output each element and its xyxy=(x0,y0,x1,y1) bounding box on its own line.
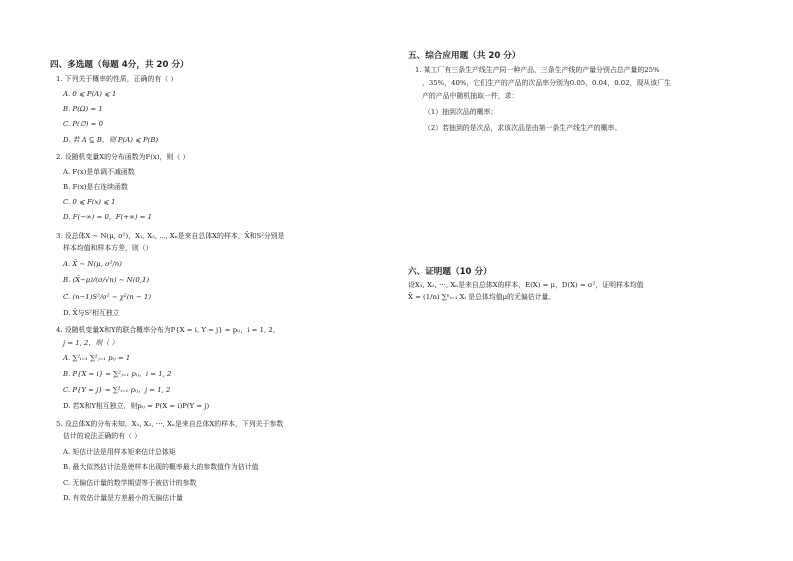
q2-option-a: A. F(x)是单调不减函数 xyxy=(63,168,135,176)
q3-stem-line-2: 样本均值和样本方差，则（） xyxy=(63,244,153,252)
q5-option-d: D. 有效估计量是方差最小的无偏估计量 xyxy=(63,494,183,502)
q1-option-d: D. 若 A ⊆ B，则 P(A) ⩽ P(B) xyxy=(63,136,159,144)
q5-option-b: B. 最大似然估计法是使样本出现的概率最大的参数值作为估计值 xyxy=(63,463,259,471)
q3-option-d: D. X̄与S²相互独立 xyxy=(63,309,120,317)
app-q1-part-1: （1）抽到次品的概率； xyxy=(424,108,498,116)
q3-option-c: C. (n−1)S²/σ² ∼ χ²(n − 1) xyxy=(63,293,152,301)
app-q1-line-2: ，35%，40%，它们生产的产品的次品率分别为0.05，0.04，0.02，现从该厂生 xyxy=(422,79,671,87)
section-5-title: 五、综合应用题（共 20 分） xyxy=(408,51,521,61)
q1-stem: 1. 下列关于概率的性质，正确的有（ ） xyxy=(56,75,178,83)
q4-stem-line-1: 4. 设随机变量X和Y的联合概率分布为P{X = i, Y = j} = pᵢⱼ，i = 1, 2， xyxy=(56,326,280,334)
q1-option-a: A. 0 ⩽ P(A) ⩽ 1 xyxy=(63,90,117,98)
q3-option-a: A. X̄ ∼ N(μ, σ²/n) xyxy=(63,260,122,268)
q4-option-d: D. 若X和Y相互独立，则pᵢⱼ = P(X = i)P(Y = j) xyxy=(63,402,210,410)
q4-stem-line-2: j = 1, 2，则（ ） xyxy=(63,339,119,347)
q5-option-c: C. 无偏估计量的数学期望等于被估计的参数 xyxy=(63,479,197,487)
q3-option-b: B. (X̄−μ)/(σ/√n) ∼ N(0,1) xyxy=(63,276,150,284)
q2-stem: 2. 设随机变量X的分布函数为F(x)，则（ ） xyxy=(56,153,190,161)
section-6-title: 六、证明题（10 分） xyxy=(408,267,492,277)
q2-option-c: C. 0 ⩽ F(x) ⩽ 1 xyxy=(63,198,116,206)
q2-option-d: D. F(−∞) = 0，F(+∞) = 1 xyxy=(63,213,152,221)
q5-stem-line-2: 估计的说法正确的有（ ） xyxy=(63,432,141,440)
app-q1-line-3: 产的产品中随机抽取一件，求： xyxy=(422,92,519,100)
proof-line-1: 设X₁, X₂, ⋯, Xₙ是来自总体X的样本，E(X) = μ，D(X) = σ²，证明样本均值 xyxy=(408,281,644,289)
q4-option-a: A. ∑²ᵢ₌₁ ∑²ⱼ₌₁ pᵢⱼ = 1 xyxy=(63,354,131,362)
q4-option-b: B. P{X = i} = ∑²ⱼ₌₁ pᵢⱼ，i = 1, 2 xyxy=(63,370,172,378)
app-q1-part-2: （2）若抽到的是次品，求该次品是由第一条生产线生产的概率。 xyxy=(424,124,622,132)
q4-option-c: C. P{Y = j} = ∑²ᵢ₌₁ pᵢⱼ，j = 1, 2 xyxy=(63,386,171,394)
section-4-title: 四、多选题（每题 4分，共 20 分） xyxy=(50,60,189,70)
q1-option-b: B. P(Ω) = 1 xyxy=(63,105,103,113)
q2-option-b: B. F(x)是右连续函数 xyxy=(63,183,128,191)
q5-option-a: A. 矩估计法是用样本矩来估计总体矩 xyxy=(63,448,176,456)
q3-stem-line-1: 3. 设总体X ∼ N(μ, σ²)，X₁, X₂, ⋯, Xₙ是来自总体X的样本，X̄和S²分别是 xyxy=(56,232,285,240)
app-q1-line-1: 1. 某工厂有三条生产线生产同一种产品，三条生产线的产量分别占总产量的25% xyxy=(415,66,660,74)
q5-stem-line-1: 5. 设总体X的分布未知，X₁, X₂, ⋯, Xₙ是来自总体X的样本，下列关于参数 xyxy=(56,420,284,428)
proof-line-2: X̄ = (1/n) ∑ⁿᵢ₌₁ Xᵢ 是总体均值μ的无偏估计量。 xyxy=(408,293,556,301)
q1-option-c: C. P(∅) = 0 xyxy=(63,120,103,128)
